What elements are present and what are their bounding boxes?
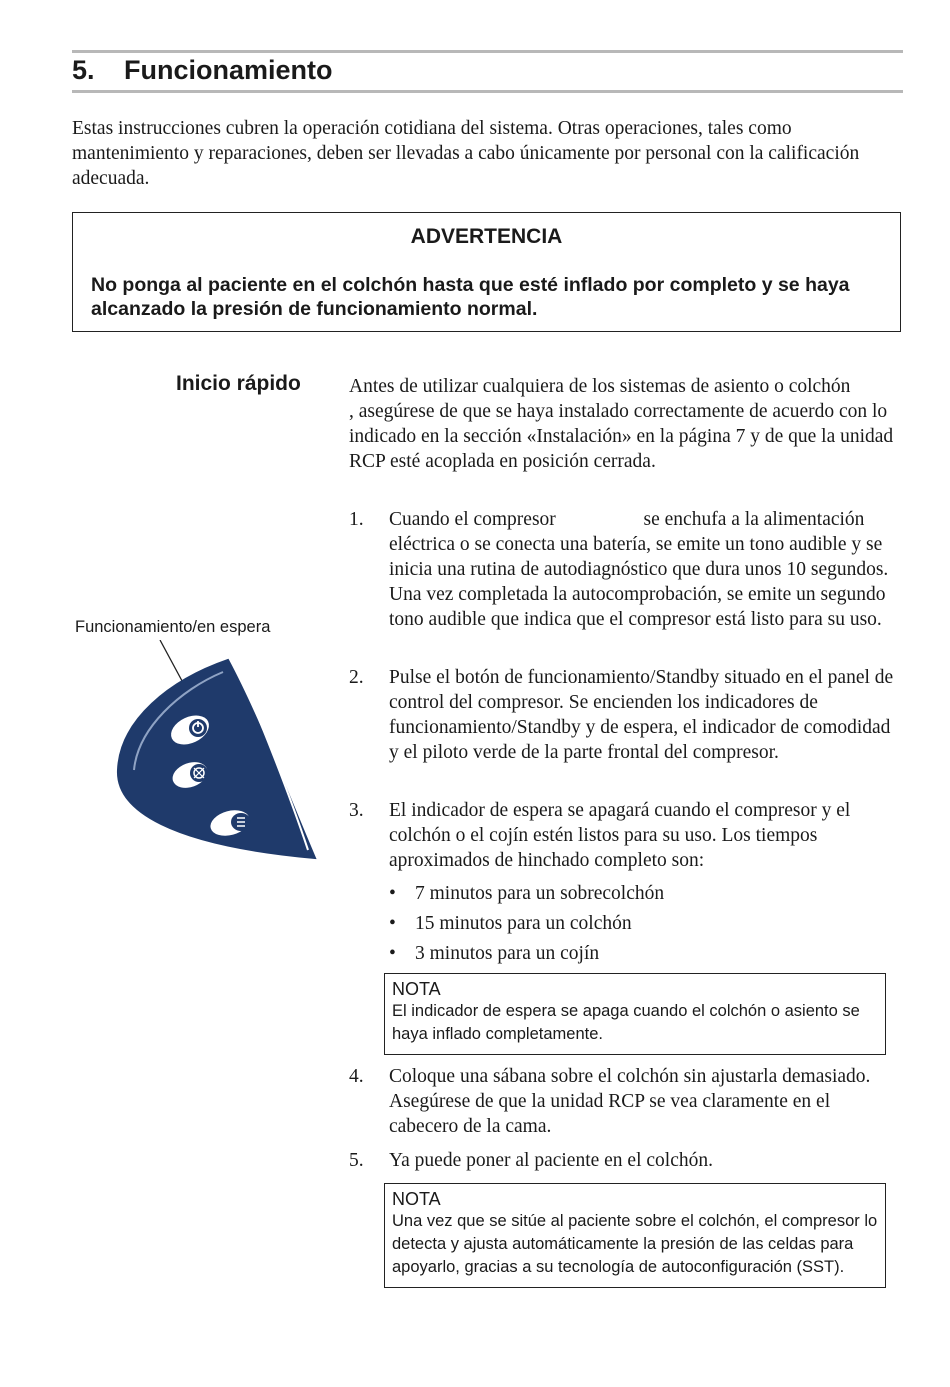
note-text: El indicador de espera se apaga cuando el colchón o asiento se haya inflado completamente. (392, 1002, 860, 1043)
figure-caption: Funcionamiento/en espera (75, 618, 271, 636)
step-text: Cuando el compresor se enchufa a la alimentación eléctrica o se conecta una batería, se emite un tono audible y se inicia una rutina de autodiagnóstico que dura unos 10 segundos. Una vez completada la autocomprobación, se emite un segundo tono audible que indica que el compresor está listo para su uso. (389, 509, 894, 630)
step-2 (349, 665, 894, 765)
step-number: 3. (349, 800, 364, 821)
step-number: 5. (349, 1150, 364, 1171)
note-text: Una vez que se sitúe al paciente sobre el colchón, el compresor lo detecta y ajusta automáticamente la presión de las celdas para apoyarlo, gracias a su tecnología de autoconfiguración (SST). (392, 1212, 878, 1276)
step-5 (349, 1148, 894, 1173)
section-title (72, 53, 333, 87)
bullet-item (389, 911, 632, 936)
step-text: Coloque una sábana sobre el colchón sin ajustarla demasiado. Asegúrese de que la unidad RCP se vea claramente en el cabecero de la cama. (389, 1066, 871, 1137)
bullet-glyph: • (389, 883, 396, 904)
step-number: 4. (349, 1066, 364, 1087)
section-title-text: Funcionamiento (124, 55, 333, 85)
section-number: 5. (72, 55, 95, 85)
step-text: Ya puede poner al paciente en el colchón. (389, 1150, 713, 1171)
bullet-item (389, 881, 664, 906)
warning-box (72, 212, 901, 332)
step-number: 2. (349, 667, 364, 688)
step-1 (349, 507, 894, 632)
note-box-2 (384, 1183, 886, 1288)
bullet-text: 7 minutos para un sobrecolchón (415, 883, 665, 904)
note-title: NOTA (392, 979, 441, 999)
step-text: Pulse el botón de funcionamiento/Standby situado en el panel de control del compresor. Se encienden los indicadores de funcionamiento/Standby y de espera, el indicador de comodidad y el piloto verde de la parte frontal del compresor. (389, 667, 894, 763)
quick-start-intro: Antes de utilizar cualquiera de los sistemas de asiento o colchón , asegúrese de que se haya instalado correctamente de acuerdo con lo indicado en la sección «Instalación» en la página 7 y de que la unidad RCP esté acoplada en posición cerrada. (349, 376, 929, 472)
warning-title: ADVERTENCIA (410, 225, 563, 248)
step-text: El indicador de espera se apagará cuando el compresor y el colchón o el cojín estén listos para su uso. Los tiempos aproximados de hinchado completo son: (389, 800, 851, 871)
bullet-text: 3 minutos para un cojín (415, 943, 600, 964)
quick-start-heading: Inicio rápido (176, 372, 301, 395)
step-number: 1. (349, 509, 364, 530)
step-4 (349, 1064, 894, 1139)
bullet-item (389, 941, 599, 966)
intro-paragraph: Estas instrucciones cubren la operación cotidiana del sistema. Otras operaciones, tales como mantenimiento y reparaciones, deben ser llevadas a cabo únicamente por personal con la calificación adecuada. (72, 118, 860, 189)
warning-text: No ponga al paciente en el colchón hasta que esté inflado por completo y se haya alcanzado la presión de funcionamiento normal. (91, 274, 850, 320)
bullet-glyph: • (389, 943, 396, 964)
bullet-glyph: • (389, 913, 396, 934)
control-panel-figure (110, 640, 330, 870)
step-3 (349, 798, 894, 873)
note-box-1 (384, 973, 886, 1055)
note-title: NOTA (392, 1189, 441, 1209)
bullet-text: 15 minutos para un colchón (415, 913, 632, 934)
title-rule-bottom (72, 90, 903, 93)
